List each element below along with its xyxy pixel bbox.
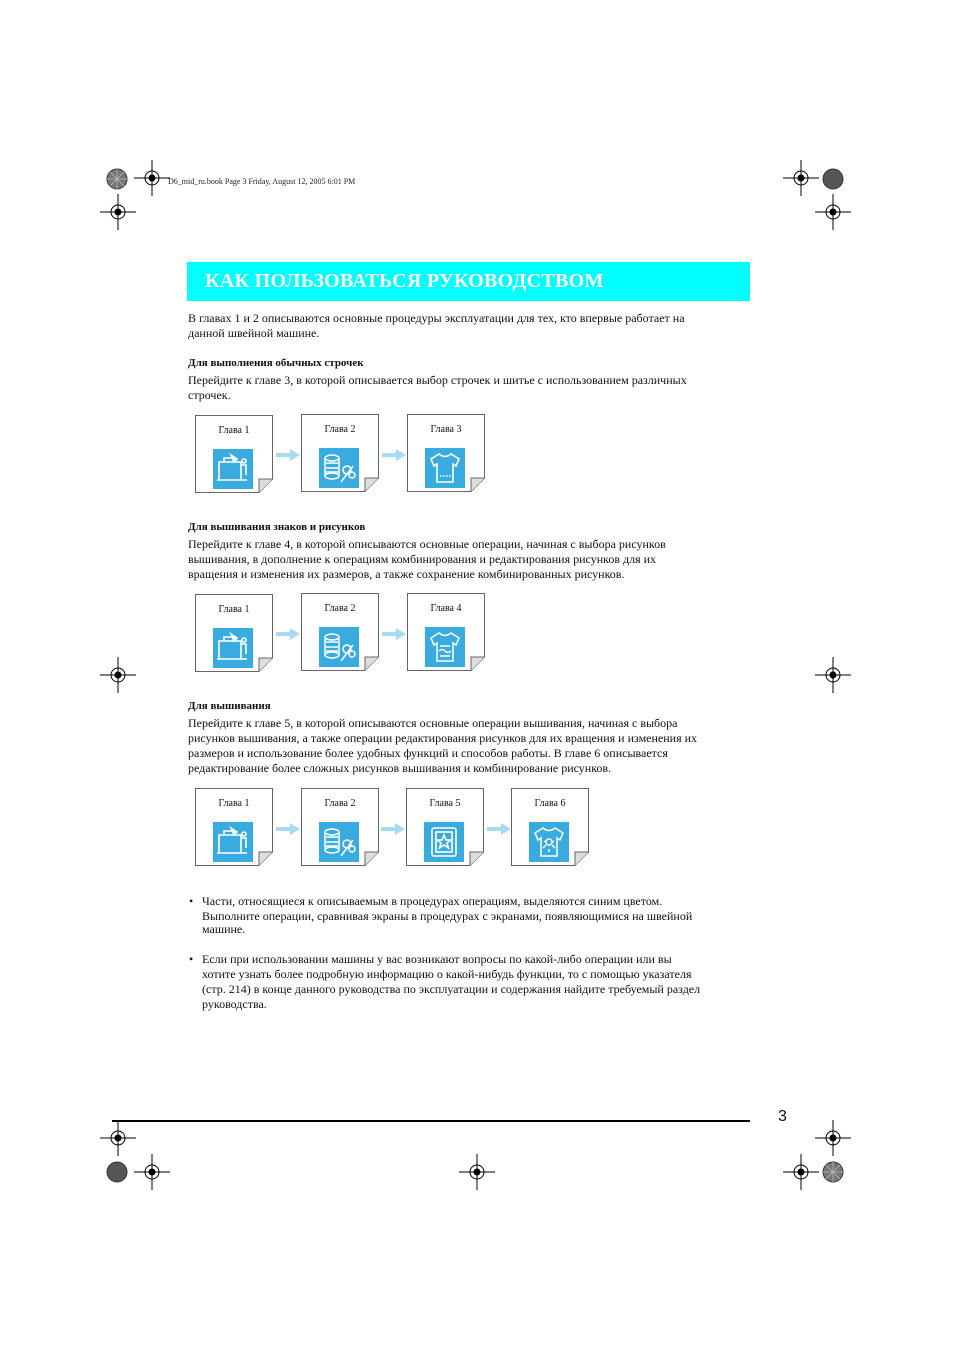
registration-mark-icon	[100, 1120, 136, 1156]
chapter-card	[195, 788, 273, 866]
section-heading: Для вышивания знаков и рисунков	[188, 521, 366, 533]
registration-mark-icon	[783, 160, 819, 196]
section-text-line: строчек.	[188, 388, 231, 402]
page-title: КАК ПОЛЬЗОВАТЬСЯ РУКОВОДСТВОМ	[205, 270, 604, 292]
chapter-label: Глава 2	[324, 424, 356, 435]
bullet-text: Выполните операции, сравнивая экраны в процедурах с экранами, появляющимися на швейной	[202, 909, 693, 923]
chapter-card	[301, 414, 379, 492]
bullet-text: (стр. 214) в конце данного руководства по эксплуатации и содержания найдите требуемый раздел	[202, 982, 701, 996]
arrow-icon	[381, 822, 405, 834]
registration-mark-icon	[783, 1154, 819, 1190]
shirt-icon	[425, 448, 465, 488]
bullet-line	[189, 894, 663, 909]
page-number: 3	[778, 1108, 787, 1125]
sewing-machine-icon	[213, 449, 253, 489]
chapter-label: Глава 6	[534, 798, 566, 809]
section-text-line: Перейдите к главе 3, в которой описывается выбор строчек и шитье с использованием различных	[188, 373, 687, 387]
chapter-card	[407, 414, 485, 492]
bullet-text: машине.	[202, 922, 246, 936]
section-text-line: редактирование более сложных рисунков вышивания и комбинирование рисунков.	[188, 761, 612, 775]
chapter-label: Глава 2	[324, 603, 356, 614]
bullet-symbol: •	[189, 952, 194, 966]
registration-mark-icon	[815, 657, 851, 693]
registration-mark-icon	[459, 1154, 495, 1190]
print-target-icon	[822, 1161, 844, 1183]
chapter-card	[195, 415, 273, 493]
bullet-text: Части, относящиеся к описываемым в процедурах операциям, выделяются синим цветом.	[202, 894, 663, 908]
bobbin-thread-icon	[319, 627, 359, 667]
arrow-icon	[382, 627, 406, 639]
intro-line-1: В главах 1 и 2 описываются основные процедуры эксплуатации для тех, кто впервые работает на	[188, 311, 685, 325]
registration-mark-icon	[815, 1120, 851, 1156]
arrow-icon	[276, 822, 300, 834]
embroidered-shirt-icon	[425, 627, 465, 667]
registration-mark-icon	[100, 194, 136, 230]
section-text-line: размеров и использование более удобных функций и способов работы. В главе 6 описывается	[188, 746, 668, 760]
arrow-icon	[276, 448, 300, 460]
sewing-machine-icon	[213, 822, 253, 862]
arrow-icon	[382, 448, 406, 460]
bullet-text: Если при использовании машины у вас возникают вопросы по какой-либо операции или вы	[202, 952, 672, 966]
embroidery-frame-icon	[424, 822, 464, 862]
sewing-machine-icon	[213, 628, 253, 668]
section-text-line: рисунков вышивания, а также операции редактирования рисунков для их вращения и изменения их	[188, 731, 698, 745]
chapter-label: Глава 5	[429, 798, 461, 809]
chapter-card	[407, 593, 485, 671]
registration-mark-icon	[815, 194, 851, 230]
print-target-icon	[106, 168, 128, 190]
section-text-line: вышивания, в дополнение к операциям комбинирования и редактирования рисунков для их	[188, 552, 657, 566]
section-heading: Для выполнения обычных строчек	[188, 357, 364, 369]
print-header: D6_mid_ru.book Page 3 Friday, August 12, 2005 6:01 PM	[168, 177, 356, 186]
chapter-label: Глава 1	[218, 798, 250, 809]
footer-rule	[112, 1120, 750, 1122]
chapter-label: Глава 1	[218, 425, 250, 436]
chapter-label: Глава 2	[324, 798, 356, 809]
intro-line-2: данной швейной машине.	[188, 326, 320, 340]
section-heading: Для вышивания	[188, 700, 271, 712]
bullet-text: руководства.	[202, 997, 267, 1011]
section-text-line: Перейдите к главе 5, в которой описываются основные операции вышивания, начиная с выбора	[188, 716, 678, 730]
registration-mark-icon	[134, 1154, 170, 1190]
registration-mark-icon	[134, 160, 170, 196]
title-bar	[187, 262, 750, 301]
bobbin-thread-icon	[319, 448, 359, 488]
bullet-symbol: •	[189, 894, 194, 908]
chapter-card	[301, 788, 379, 866]
bullet-text: хотите узнать более подробную информацию о какой-нибудь функции, то с помощью указателя	[202, 967, 692, 981]
arrow-icon	[276, 627, 300, 639]
decorated-shirt-icon	[529, 822, 569, 862]
chapter-label: Глава 3	[430, 424, 462, 435]
chapter-label: Глава 4	[430, 603, 462, 614]
chapter-card	[511, 788, 589, 866]
print-target-icon	[106, 1161, 128, 1183]
arrow-icon	[487, 822, 511, 834]
chapter-label: Глава 1	[218, 604, 250, 615]
print-target-icon	[822, 168, 844, 190]
chapter-card	[406, 788, 484, 866]
section-text-line: Перейдите к главе 4, в которой описываются основные операции, начиная с выбора рисунков	[188, 537, 666, 551]
chapter-card	[301, 593, 379, 671]
registration-mark-icon	[100, 657, 136, 693]
bullet-line	[189, 952, 672, 967]
bobbin-thread-icon	[319, 822, 359, 862]
chapter-card	[195, 594, 273, 672]
section-text-line: вращения и изменения их размеров, а также сохранение комбинированных рисунков.	[188, 567, 625, 581]
